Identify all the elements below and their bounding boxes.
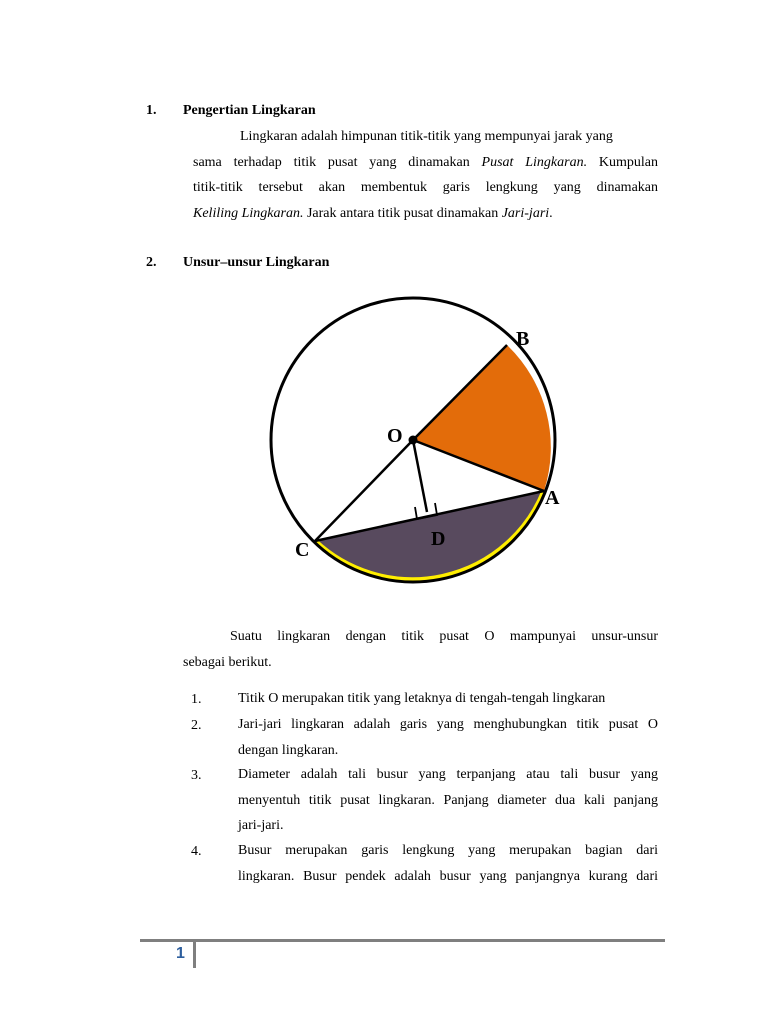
footer-divider xyxy=(193,942,196,968)
section-2-number: 2. xyxy=(146,255,157,270)
section-1-title: Pengertian Lingkaran xyxy=(183,103,316,118)
footer-rule xyxy=(140,939,665,942)
label-d: D xyxy=(431,528,446,550)
para-line-1: Lingkaran adalah himpunan titik-titik yang mempunyai jarak yang xyxy=(240,129,613,144)
list-number-4: 4. xyxy=(191,844,202,859)
list-number-3: 3. xyxy=(191,768,202,783)
list-item-3: Diameter adalah tali busur yang terpanjang atau tali busur yang menyentuh titik pusat lingkaran. Panjang diameter dua kali panjang jari-jari. xyxy=(238,767,658,833)
label-a: A xyxy=(545,487,560,509)
page-number: 1 xyxy=(176,945,185,962)
list-number-1: 1. xyxy=(191,692,202,707)
list-item-1: Titik O merupakan titik yang letaknya di tengah-tengah lingkaran xyxy=(238,691,606,706)
intro-line-1: Suatu lingkaran dengan titik pusat O mampunyai unsur-unsur xyxy=(230,629,658,644)
intro-paragraph xyxy=(183,624,658,675)
para-line-4: Keliling Lingkaran. Jarak antara titik pusat dinamakan Jari-jari. xyxy=(193,205,553,221)
list-item-4: Busur merupakan garis lengkung yang merupakan bagian dari lingkaran. Busur pendek adalah busur yang panjangnya kurang dari xyxy=(238,843,658,884)
label-b: B xyxy=(516,328,530,350)
para-line-2: sama terhadap titik pusat yang dinamakan Pusat Lingkaran. Kumpulan xyxy=(193,154,659,170)
label-o: O xyxy=(387,425,403,447)
label-c: C xyxy=(295,539,310,561)
para-line-3: titik-titik tersebut akan membentuk garis lengkung yang dinamakan xyxy=(193,180,658,195)
intro-line-2: sebagai berikut. xyxy=(183,654,272,670)
center-point xyxy=(409,436,418,445)
list-item-2: Jari-jari lingkaran adalah garis yang menghubungkan titik pusat O dengan lingkaran. xyxy=(238,717,658,758)
section-2-title: Unsur–unsur Lingkaran xyxy=(183,255,330,270)
apothem-od xyxy=(413,440,427,512)
list-number-2: 2. xyxy=(191,718,202,733)
section-1-number: 1. xyxy=(146,103,157,118)
